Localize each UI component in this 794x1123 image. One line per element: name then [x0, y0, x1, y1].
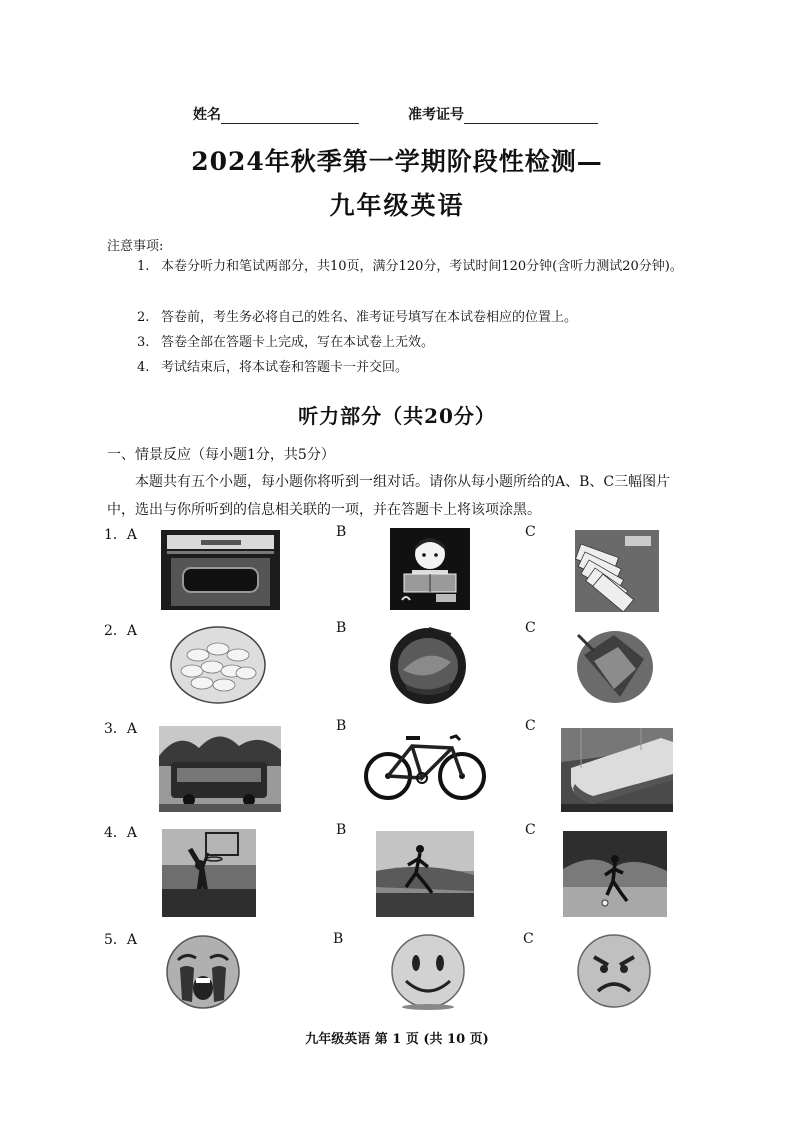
note-number: 2. — [137, 310, 150, 325]
option-label-b: B — [336, 822, 347, 838]
note-number: 4. — [137, 360, 150, 375]
question-label: 3．A — [104, 721, 138, 737]
ticket-machine-image — [161, 530, 280, 610]
option-label-c: C — [523, 931, 534, 947]
q4-picture-a-basketball[interactable] — [162, 829, 256, 917]
option-label-b: B — [333, 931, 344, 947]
note-number: 1. — [137, 259, 150, 274]
exam-subtitle: 九年级英语 — [329, 191, 465, 220]
question-label: 1．A — [104, 527, 138, 543]
running-image — [376, 831, 474, 917]
reading-boy-image — [390, 528, 470, 610]
page-footer: 九年级英语 第 1 页 (共 10 页) — [305, 1032, 489, 1047]
option-label-b: B — [336, 620, 347, 636]
option-label-c: C — [525, 524, 536, 540]
note-text: 本卷分听力和笔试两部分，共10页，满分120分，考试时间120分钟(含听力测试20分钟)。 — [161, 259, 683, 274]
option-label-b: B — [336, 718, 347, 734]
q3-picture-a-bus[interactable] — [159, 726, 281, 812]
note-text: 考试结束后，将本试卷和答题卡一并交回。 — [161, 360, 409, 375]
basketball-image — [162, 829, 256, 917]
braised-fish-image — [389, 626, 467, 706]
notes-heading: 注意事项: — [107, 239, 164, 254]
name-field — [193, 104, 359, 124]
q3-picture-c-high-speed-train[interactable] — [561, 728, 673, 812]
q1-picture-c-tickets[interactable] — [575, 530, 659, 612]
question-label: 5．A — [104, 932, 138, 948]
q1-picture-b-reading-boy[interactable] — [390, 528, 470, 610]
q3-picture-b-bicycle[interactable] — [364, 724, 487, 804]
q5-picture-a-crying-face[interactable] — [164, 934, 242, 1010]
q2-picture-c-zongzi[interactable] — [574, 625, 656, 705]
q4-picture-c-football[interactable] — [563, 831, 667, 917]
tickets-image — [575, 530, 659, 612]
note-item — [137, 307, 737, 329]
option-label-b: B — [336, 524, 347, 540]
note-number: 3. — [137, 335, 150, 350]
exam-id-label: 准考证号 — [408, 107, 464, 123]
high-speed-train-image — [561, 728, 673, 812]
smiling-face-icon — [390, 933, 466, 1011]
exam-title: 2024年秋季第一学期阶段性检测— — [191, 147, 603, 176]
option-label-c: C — [525, 620, 536, 636]
q2-picture-b-braised-fish[interactable] — [389, 626, 467, 706]
option-label-c: C — [525, 718, 536, 734]
football-image — [563, 831, 667, 917]
crying-face-icon — [164, 934, 242, 1010]
name-label: 姓名 — [193, 107, 221, 123]
question-label: 2．A — [104, 623, 138, 639]
bicycle-image — [364, 724, 487, 804]
part-instruction: 本题共有五个小题，每小题你将听到一组对话。请你从每小题所给的A、B、C三幅图片中，选出与你所听到的信息相关联的一项，并在答题卡上将该项涂黑。 — [107, 474, 671, 518]
note-item — [137, 357, 737, 379]
note-text: 答卷全部在答题卡上完成，写在本试卷上无效。 — [161, 335, 435, 350]
note-text: 答卷前，考生务必将自己的姓名、准考证号填写在本试卷相应的位置上。 — [161, 310, 578, 325]
exam-id-field — [408, 104, 598, 124]
dumplings-image — [170, 625, 266, 705]
q4-picture-b-running[interactable] — [376, 831, 474, 917]
q5-picture-c-angry-face[interactable] — [576, 933, 652, 1009]
note-item — [137, 256, 737, 300]
q2-picture-a-dumplings[interactable] — [170, 625, 266, 705]
angry-face-icon — [576, 933, 652, 1009]
part-heading: 一、情景反应（每小题1分，共5分） — [107, 447, 335, 463]
name-underline — [221, 109, 359, 124]
option-label-c: C — [525, 822, 536, 838]
section-title: 听力部分（共20分） — [298, 404, 496, 428]
q5-picture-b-smiling-face[interactable] — [390, 933, 466, 1011]
q1-picture-a-ticket-machine[interactable] — [161, 530, 280, 610]
question-label: 4．A — [104, 825, 138, 841]
exam-id-underline — [464, 109, 598, 124]
zongzi-image — [574, 625, 656, 705]
note-item — [137, 332, 737, 354]
bus-image — [159, 726, 281, 812]
